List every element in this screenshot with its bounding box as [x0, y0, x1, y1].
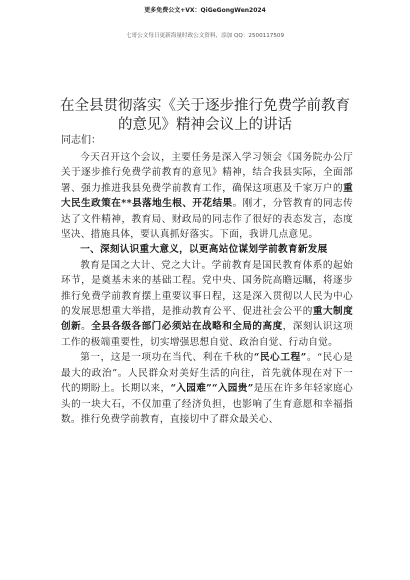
salutation: 同志们：: [61, 135, 101, 146]
section-heading-1: 一、深刻认识重大意义，以更高站位谋划学前教育新发展: [80, 244, 328, 256]
title-line-1: 在全县贯彻落实《关于逐步推行免费学前教育: [60, 98, 350, 114]
p1-text-b: 。刚才，分管教育的同志传达了文件精神，教育局、财政局的同志作了很好的表态发言，态度坚决、措施具体，要认真抓好落实。下面，我讲几点意见。: [61, 198, 353, 241]
p3-bold-2: “入园难”“入园贵”: [170, 383, 254, 395]
p3-bold-1: “民心工程”: [253, 352, 307, 364]
p2-text-b: 。: [81, 321, 92, 333]
p3-text-c: 是压在许多年轻家庭心头的一块大石，不仅加重了经济负担，也影响了生育意愿和幸福指数。推行免费学前教育，直接切中了群众最关心、: [61, 383, 353, 425]
paragraph-opening: [61, 150, 353, 242]
promo-header: 更多免费公文+VX：QiGeGongWen2024: [144, 7, 266, 14]
p2-text-c: ，深刻认识这项工作的极端重要性，切实增强思想自觉、政治自觉、行动自觉。: [61, 321, 353, 348]
p2-bold-2: 全县各级各部门必须站在战略和全局的高度: [91, 321, 283, 333]
p1-text-a: 今天召开这个会议，主要任务是深入学习领会《国务院办公厅关于逐步推行免费学前教育的意见》精神，结合我县实际，全面部署、强力推进我县免费学前教育工作，确保这项惠及千家万户的: [61, 152, 353, 194]
title-line-2: 的意见》精神会议上的讲话: [118, 117, 292, 133]
watermark-text: 七哥公文每日更新海量时政公文资料，添加 QQ：2500117509: [125, 33, 285, 39]
paragraph-significance: [61, 258, 353, 350]
p2-bold-1: 重大制度创新: [61, 306, 354, 333]
p1-bold: 重大民生政策在**县落地生根、开花结果: [61, 182, 353, 210]
p3-text-a: 第一，这是一项功在当代、利在千秋的: [80, 352, 254, 364]
p2-text-a: 教育是国之大计、党之大计。学前教育是国民教育体系的起始环节，是奠基未来的基础工程。党中央、国务院高瞻远瞩，将逐步推行免费学前教育摆上重要议事日程，这是深入贯彻以人民为中心的发展思想重大举措，是推动教育公平、促进社会公平的: [61, 259, 353, 318]
document-title: [40, 97, 370, 135]
document-body: [61, 150, 353, 427]
p3-text-b: 。“民心是最大的政治”。人民群众对美好生活的向往，首先就体现在对下一代的期盼上。长期以来，: [61, 352, 353, 395]
paragraph-first-point: [61, 350, 353, 427]
